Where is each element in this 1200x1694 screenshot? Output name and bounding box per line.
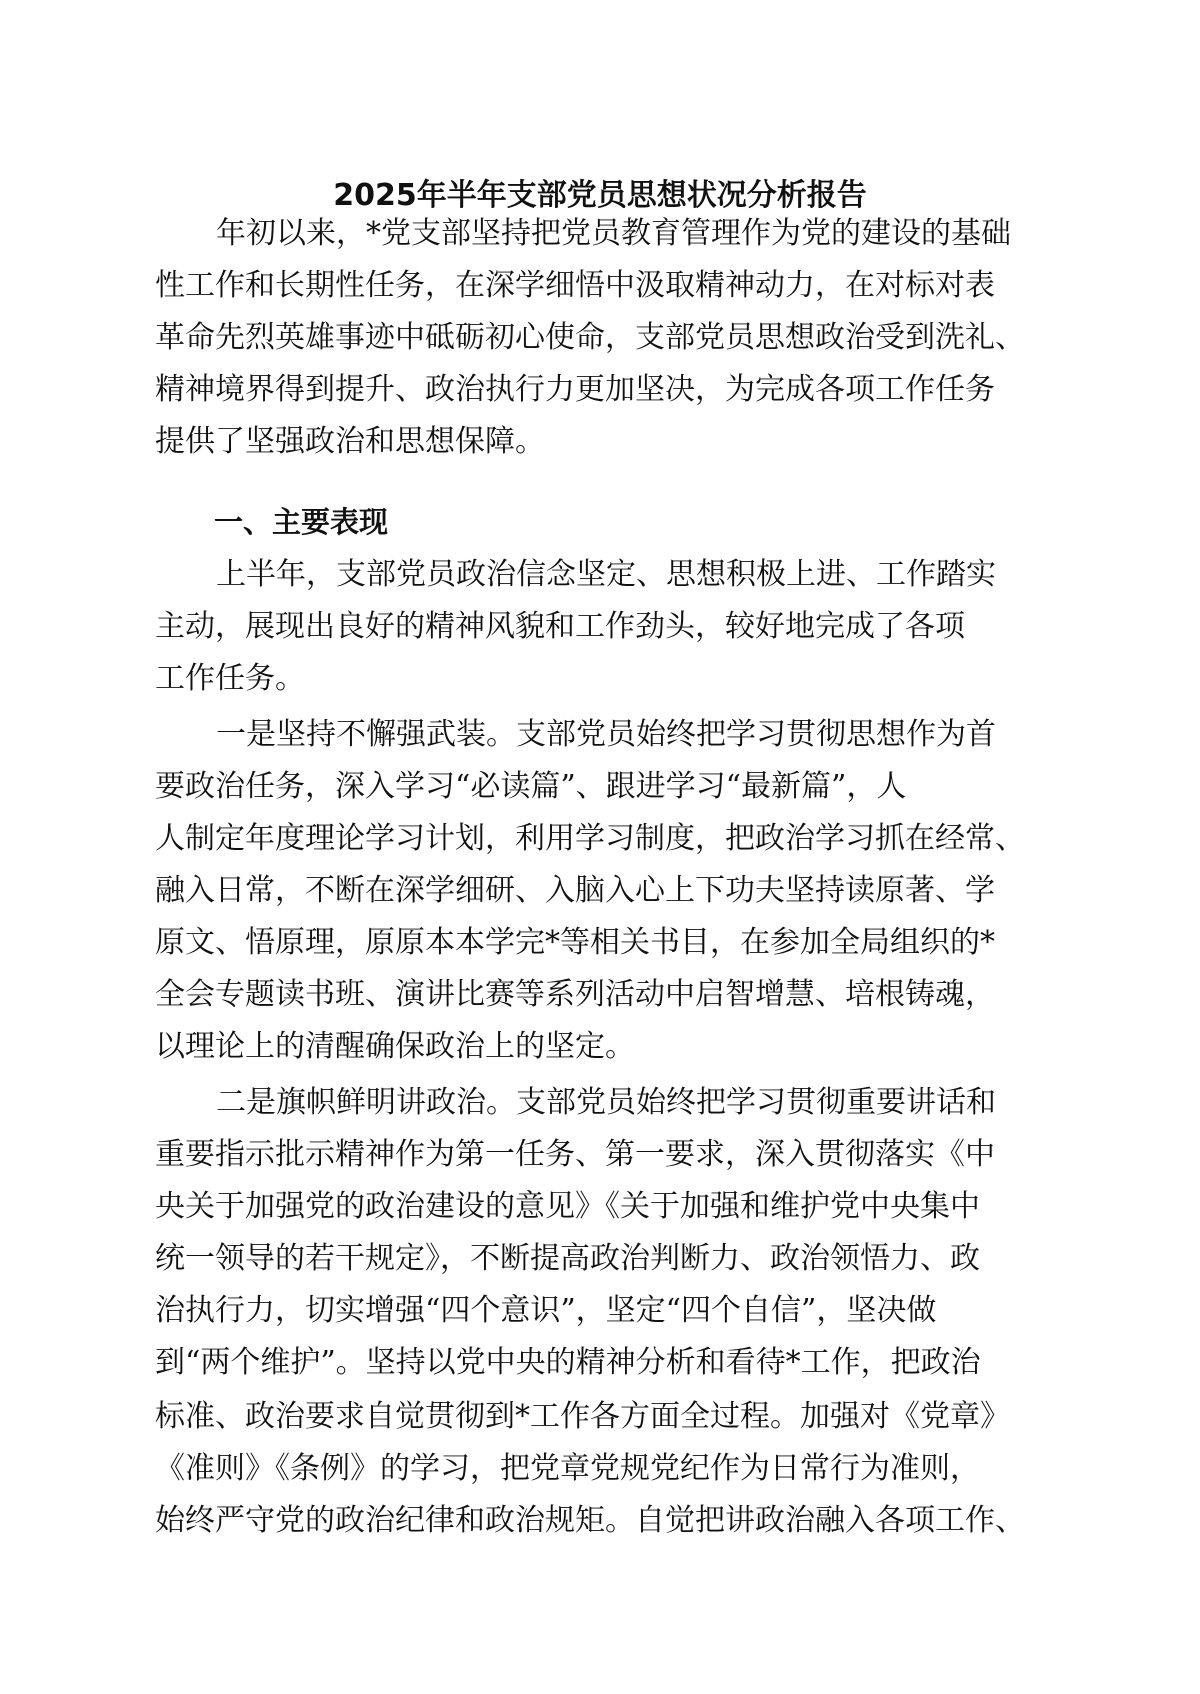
- intro-line: 精神境界得到提升、政治执行力更加坚决，为完成各项工作任务: [155, 372, 995, 407]
- paragraph-line: 标准、政治要求自觉贯彻到*工作各方面全过程。加强对《党章》: [155, 1399, 1010, 1434]
- paragraph-line: 统一领导的若干规定》，不断提高政治判断力、政治领悟力、政: [155, 1241, 980, 1276]
- paragraph-line: 人制定年度理论学习计划，利用学习制度，把政治学习抓在经常、: [155, 821, 1025, 856]
- paragraph-line: 融入日常，不断在深学细研、入脑入心上下功夫坚持读原著、学: [155, 873, 995, 908]
- intro-line: 提供了坚强政治和思想保障。: [155, 424, 545, 459]
- paragraph-line: 《准则》《条例》的学习，把党章党规党纪作为日常行为准则，: [155, 1451, 980, 1486]
- intro-line: 性工作和长期性任务，在深学细悟中汲取精神动力，在对标对表: [155, 268, 995, 303]
- paragraph-line: 重要指示批示精神作为第一任务、第一要求，深入贯彻落实《中: [155, 1137, 995, 1172]
- section-heading: 一、主要表现: [214, 505, 389, 539]
- intro-line: 年初以来，*党支部坚持把党员教育管理作为党的建设的基础: [216, 216, 1011, 251]
- paragraph-line: 工作任务。: [155, 661, 305, 696]
- paragraph-line: 一是坚持不懈强武装。支部党员始终把学习贯彻思想作为首: [216, 717, 996, 752]
- paragraph-line: 全会专题读书班、演讲比赛等系列活动中启智增慧、培根铸魂，: [155, 977, 995, 1012]
- paragraph-line: 到“两个维护”。坚持以党中央的精神分析和看待*工作，把政治: [155, 1345, 981, 1380]
- intro-line: 革命先烈英雄事迹中砥砺初心使命，支部党员思想政治受到洗礼、: [155, 320, 1025, 355]
- paragraph-line: 二是旗帜鲜明讲政治。支部党员始终把学习贯彻重要讲话和: [216, 1085, 996, 1120]
- paragraph-line: 央关于加强党的政治建设的意见》《关于加强和维护党中央集中: [155, 1189, 980, 1224]
- paragraph-line: 上半年，支部党员政治信念坚定、思想积极上进、工作踏实: [216, 557, 996, 592]
- document-title: 2025年半年支部党员思想状况分析报告: [333, 178, 867, 213]
- paragraph-line: 要政治任务，深入学习“必读篇”、跟进学习“最新篇”，人: [155, 769, 907, 804]
- paragraph-line: 始终严守党的政治纪律和政治规矩。自觉把讲政治融入各项工作、: [155, 1503, 1025, 1538]
- paragraph-line: 治执行力，切实增强“四个意识”，坚定“四个自信”，坚决做: [155, 1293, 937, 1328]
- paragraph-line: 原文、悟原理，原原本本学完*等相关书目，在参加全局组织的*: [155, 925, 995, 960]
- paragraph-line: 主动，展现出良好的精神风貌和工作劲头，较好地完成了各项: [155, 609, 965, 644]
- paragraph-line: 以理论上的清醒确保政治上的坚定。: [155, 1029, 635, 1064]
